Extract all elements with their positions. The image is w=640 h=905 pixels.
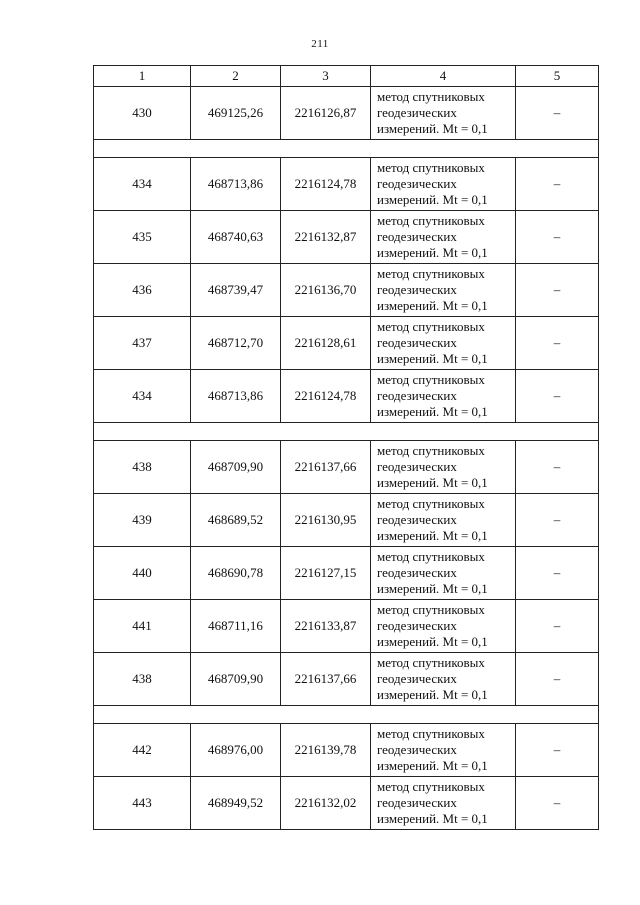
method-cell: метод спутниковых геодезических измерений. Mt = 0,1 [371,600,516,653]
separator-cell [94,706,599,724]
point-number-cell: 441 [94,600,191,653]
point-number-cell: 443 [94,777,191,830]
coord-y-cell: 2216137,66 [281,653,371,706]
method-cell: метод спутниковых геодезических измерений. Mt = 0,1 [371,441,516,494]
table-row [94,370,599,423]
coord-x-cell: 468976,00 [191,724,281,777]
point-number-cell: 440 [94,547,191,600]
coord-y-cell: 2216124,78 [281,158,371,211]
table-row [94,87,599,140]
note-cell: – [516,87,599,140]
table-row [94,547,599,600]
point-number-cell: 439 [94,494,191,547]
coord-x-cell: 468713,86 [191,370,281,423]
method-cell: метод спутниковых геодезических измерений. Mt = 0,1 [371,653,516,706]
separator-row [94,423,599,441]
method-cell: метод спутниковых геодезических измерений. Mt = 0,1 [371,724,516,777]
coord-x-cell: 469125,26 [191,87,281,140]
note-cell: – [516,370,599,423]
coord-x-cell: 468949,52 [191,777,281,830]
table-row [94,600,599,653]
coordinates-table [93,65,599,830]
coord-x-cell: 468709,90 [191,441,281,494]
method-cell: метод спутниковых геодезических измерений. Mt = 0,1 [371,317,516,370]
method-cell: метод спутниковых геодезических измерений. Mt = 0,1 [371,158,516,211]
coord-x-cell: 468712,70 [191,317,281,370]
method-cell: метод спутниковых геодезических измерений. Mt = 0,1 [371,777,516,830]
coord-y-cell: 2216126,87 [281,87,371,140]
point-number-cell: 436 [94,264,191,317]
coord-y-cell: 2216132,02 [281,777,371,830]
note-cell: – [516,653,599,706]
coord-y-cell: 2216128,61 [281,317,371,370]
note-cell: – [516,547,599,600]
coord-x-cell: 468713,86 [191,158,281,211]
header-col-4: 4 [371,66,516,87]
separator-row [94,140,599,158]
coord-x-cell: 468740,63 [191,211,281,264]
coord-y-cell: 2216124,78 [281,370,371,423]
note-cell: – [516,317,599,370]
page-number: 211 [311,38,329,50]
separator-cell [94,423,599,441]
separator-cell [94,140,599,158]
table-row [94,441,599,494]
note-cell: – [516,264,599,317]
point-number-cell: 438 [94,653,191,706]
table-header [94,66,599,87]
point-number-cell: 435 [94,211,191,264]
note-cell: – [516,211,599,264]
note-cell: – [516,158,599,211]
coord-y-cell: 2216132,87 [281,211,371,264]
coord-y-cell: 2216133,87 [281,600,371,653]
method-cell: метод спутниковых геодезических измерений. Mt = 0,1 [371,370,516,423]
note-cell: – [516,600,599,653]
table-row [94,653,599,706]
header-col-3: 3 [281,66,371,87]
note-cell: – [516,777,599,830]
coord-x-cell: 468711,16 [191,600,281,653]
method-cell: метод спутниковых геодезических измерений. Mt = 0,1 [371,211,516,264]
point-number-cell: 434 [94,370,191,423]
table-row [94,777,599,830]
point-number-cell: 430 [94,87,191,140]
table-row [94,317,599,370]
coord-x-cell: 468739,47 [191,264,281,317]
method-cell: метод спутниковых геодезических измерений. Mt = 0,1 [371,494,516,547]
point-number-cell: 437 [94,317,191,370]
header-col-2: 2 [191,66,281,87]
coord-y-cell: 2216127,15 [281,547,371,600]
point-number-cell: 442 [94,724,191,777]
header-row [94,66,599,87]
point-number-cell: 434 [94,158,191,211]
header-col-5: 5 [516,66,599,87]
coord-y-cell: 2216137,66 [281,441,371,494]
point-number-cell: 438 [94,441,191,494]
note-cell: – [516,494,599,547]
table-row [94,158,599,211]
note-cell: – [516,441,599,494]
coord-y-cell: 2216139,78 [281,724,371,777]
method-cell: метод спутниковых геодезических измерений. Mt = 0,1 [371,547,516,600]
table-row [94,211,599,264]
coord-y-cell: 2216130,95 [281,494,371,547]
note-cell: – [516,724,599,777]
table-body [94,87,599,830]
header-col-1: 1 [94,66,191,87]
method-cell: метод спутниковых геодезических измерений. Mt = 0,1 [371,87,516,140]
method-cell: метод спутниковых геодезических измерений. Mt = 0,1 [371,264,516,317]
table-row [94,494,599,547]
table-row [94,724,599,777]
separator-row [94,706,599,724]
coord-x-cell: 468690,78 [191,547,281,600]
table-row [94,264,599,317]
coord-x-cell: 468689,52 [191,494,281,547]
coord-y-cell: 2216136,70 [281,264,371,317]
coord-x-cell: 468709,90 [191,653,281,706]
